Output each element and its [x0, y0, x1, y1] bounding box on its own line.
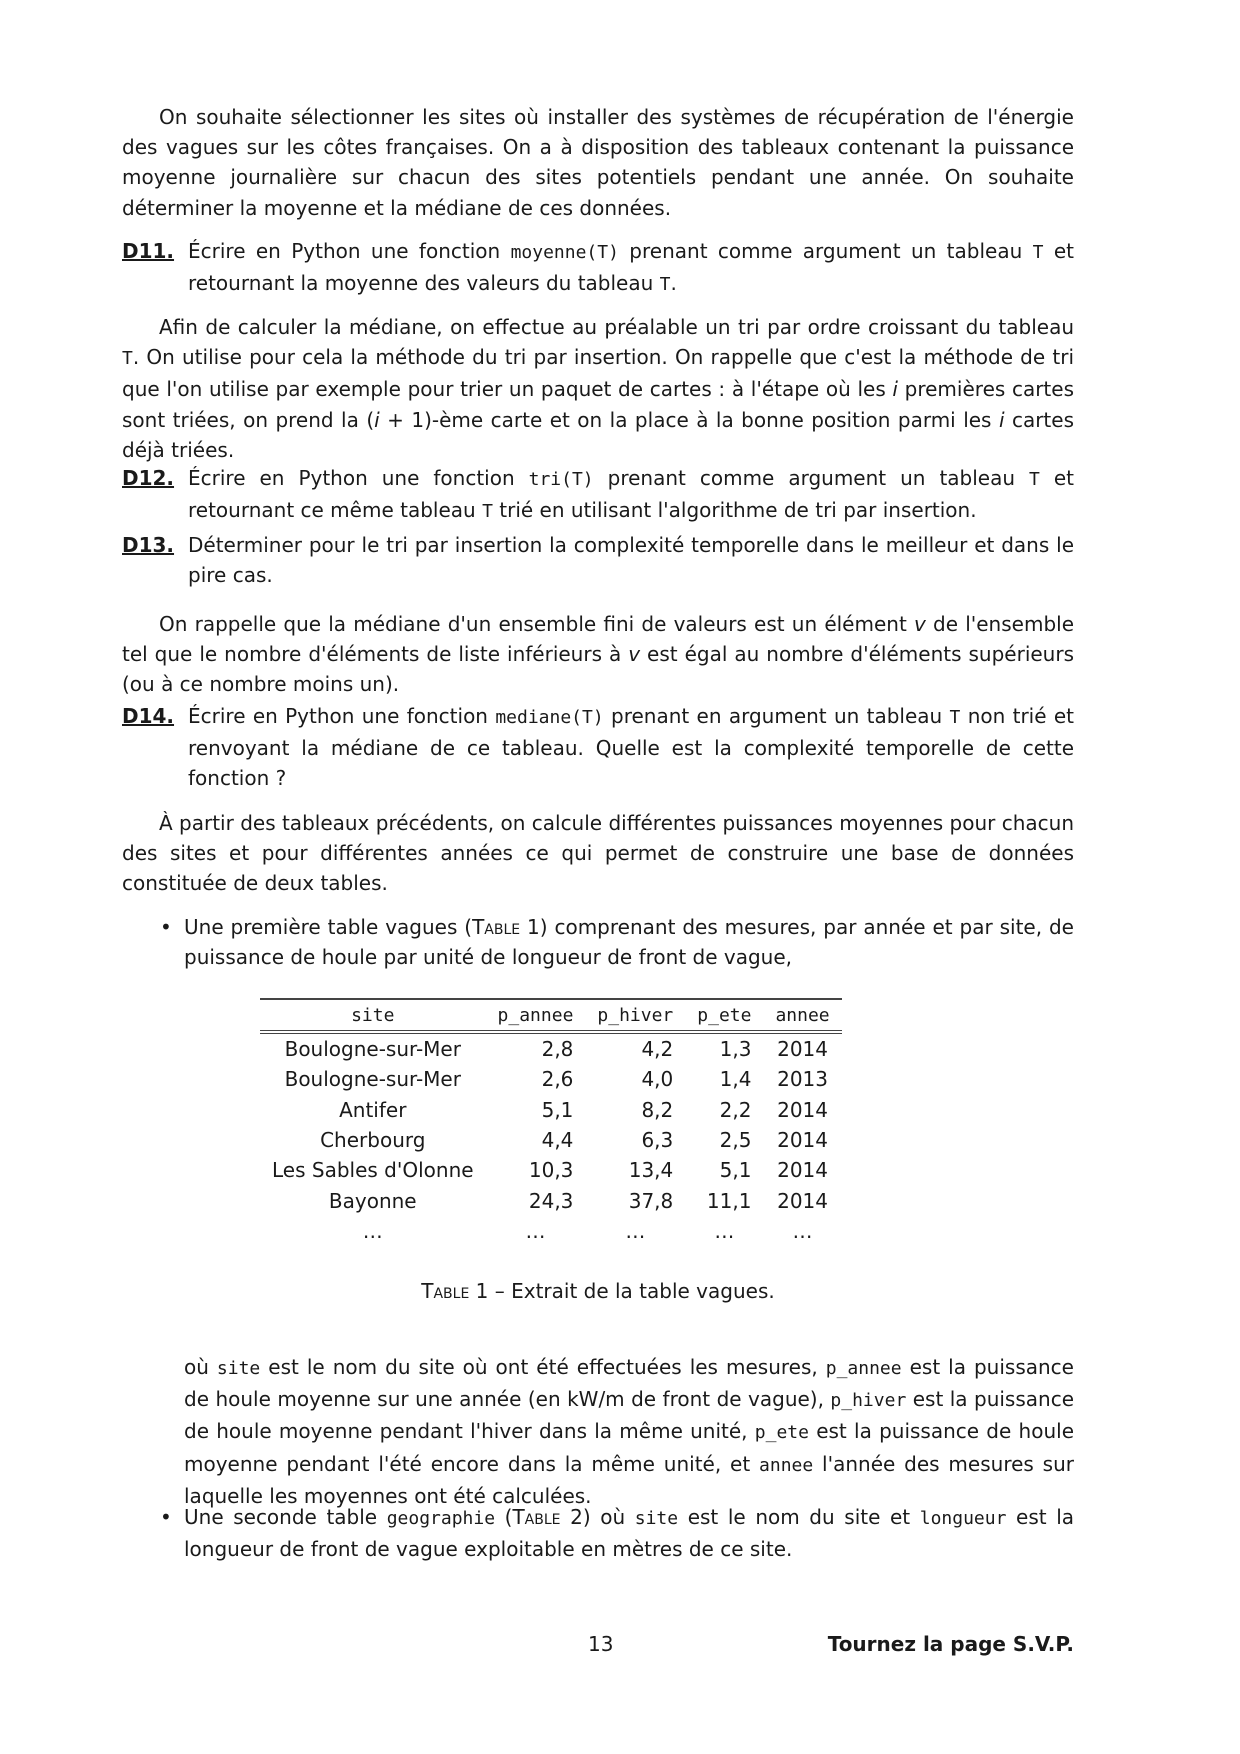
table-header-row	[260, 999, 842, 1032]
table-row: Bayonne 24,3 37,8 11,1 2014	[328, 1188, 828, 1213]
page-number: 13	[588, 1632, 614, 1656]
question-d13: D13. Déterminer pour le tri par insertion la complexité temporelle dans le meilleur et dans le pire cas.	[122, 530, 1074, 590]
question-d11: D11. Écrire en Python une fonction moyenne(T) prenant comme argument un tableau T et retournant la moyenne des valeurs du tableau T.	[122, 236, 1074, 300]
table-vagues-block	[122, 998, 1074, 1303]
bullet-table-geographie: • Une seconde table geographie (Table 2) où site est le nom du site et longueur est la longueur de front de vague exploitable en mètres de ce site.	[122, 1502, 1074, 1564]
table-row: Boulogne-sur-Mer 2,8 4,2 1,3 2014	[284, 1037, 828, 1062]
question-label: D14.	[122, 704, 175, 728]
bullet-icon: •	[160, 915, 172, 939]
question-d14: D14. Écrire en Python une fonction mediane(T) prenant en argument un tableau T non trié et renvoyant la médiane de ce tableau. Quelle est la complexité temporelle de cette fonction ?	[122, 701, 1074, 794]
bullet-table-vagues: • Une première table vagues (Table 1) comprenant des mesures, par année et par site, de puissance de houle par unité de longueur de front de vague,	[122, 912, 1074, 972]
table-row-ellipsis: … … … … …	[362, 1218, 813, 1243]
question-label: D13.	[122, 533, 175, 557]
question-label: D12.	[122, 466, 175, 490]
question-label: D11.	[122, 239, 175, 263]
turn-page-note: Tournez la page S.V.P.	[827, 1632, 1074, 1656]
column-header: p_hiver	[585, 999, 685, 1032]
column-header: annee	[763, 999, 841, 1032]
table-caption: Table 1 – Extrait de la table vagues.	[421, 1279, 775, 1304]
question-d12: D12. Écrire en Python une fonction tri(T) prenant comme argument un tableau T et retournant ce même tableau T trié en utilisant l'algorithme de tri par insertion.	[122, 463, 1074, 527]
table-row: Les Sables d'Olonne 10,3 13,4 5,1 2014	[272, 1158, 828, 1183]
mediane-paragraph: On rappelle que la médiane d'un ensemble fini de valeurs est un élément v de l'ensemble tel que le nombre d'éléments de liste inférieurs à v est égal au nombre d'éléments supérieurs (ou à ce nombre moins un).	[122, 612, 1075, 697]
bullet-icon: •	[160, 1505, 172, 1529]
table-row: Boulogne-sur-Mer 2,6 4,0 1,4 2013	[284, 1067, 828, 1092]
explanation-paragraph: où site est le nom du site où ont été effectuées les mesures, p_annee est la puissance de houle moyenne sur une année (en kW/m de front de vague), p_hiver est la puissance de houle moyenne pendant l'hiver dans la même unité, p_ete est la puissance de houle moyenne pendant l'été encore dans la même unité, et annee l'année des mesures sur laquelle les moyennes ont été calculées.	[184, 1355, 1075, 1508]
intro-paragraph: On souhaite sélectionner les sites où installer des systèmes de récupération de l'énergie des vagues sur les côtes françaises. On a à disposition des tableaux contenant la puissance moyenne journalière sur chacun des sites potentiels pendant une année. On souhaite déterminer la moyenne et la médiane de ces données.	[122, 105, 1074, 220]
table-row: Antifer 5,1 8,2 2,2 2014	[339, 1097, 828, 1122]
database-paragraph: À partir des tableaux précédents, on calcule différentes puissances moyennes pour chacun des sites et pour différentes années ce qui permet de construire une base de données constituée de deux tables.	[122, 811, 1075, 896]
tri-paragraph: Afin de calculer la médiane, on effectue au préalable un tri par ordre croissant du tableau T. On utilise pour cela la méthode du tri par insertion. On rappelle que c'est la méthode de tri que l'on utilise par exemple pour trier un paquet de cartes : à l'étape où les i premières cartes sont triées, on prend la (i + 1)-ème carte et on la place à la bonne position parmi les i cartes déjà triées.	[122, 315, 1074, 462]
column-header: p_ete	[685, 999, 763, 1032]
column-header: p_annee	[486, 999, 586, 1032]
table-row: Cherbourg 4,4 6,3 2,5 2014	[320, 1128, 828, 1153]
vagues-table	[260, 998, 842, 1246]
column-header: site	[260, 999, 486, 1032]
